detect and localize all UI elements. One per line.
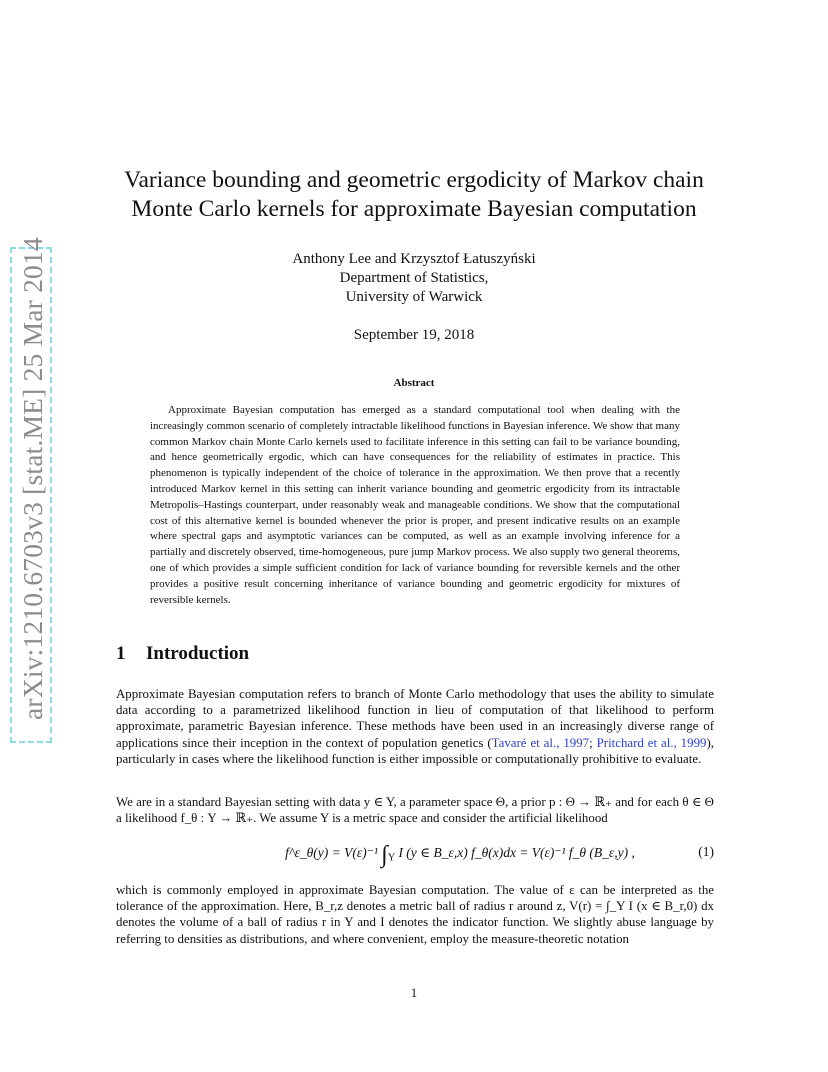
section-number: 1 (116, 643, 126, 664)
abstract-text: Approximate Bayesian computation has emerged as a standard computational tool when dealing with the increasingly common scenario of completely intractable likelihood functions in Bayesian inference. We show that many common Markov chain Monte Carlo kernels used to facilitate inference in this setting can fail to be variance bounding, and hence geometrically ergodic, which can have consequences for the reliability of estimates in practice. This phenomenon is typically independent of the choice of tolerance in the approximation. We then prove that a recently introduced Markov kernel in this setting can inherit variance bounding and geometric ergodicity from its intractable Metropolis–Hastings counterpart, under reasonably weak and manageable conditions. We show that the computational cost of this alternative kernel is bounded whenever the prior is proper, and present indicative results on an example where spectral gaps and asymptotic variances can be computed, as well as an example involving inference for a partially and discretely observed, time-homogeneous, pure jump Markov process. We also supply two general theorems, one of which provides a simple sufficient condition for lack of variance bounding for reversible kernels and the other provides a positive result concerning inheritance of variance bounding and geometric ergodicity for mixtures of reversible kernels. (150, 404, 680, 606)
intro-paragraph-2: We are in a standard Bayesian setting with data y ∈ Y, a parameter space Θ, a prior p : Θ → ℝ₊ and for each θ ∈ Θ a likelihood f_θ : Y → ℝ₊. We assume Y is a metric space and consider the artificial likelihood (116, 795, 714, 826)
abstract-heading: Abstract (393, 377, 435, 389)
integral-domain: Y (387, 852, 396, 864)
author-university: University of Warwick (345, 289, 483, 305)
author-names: Anthony Lee and Krzysztof Łatuszyński (292, 251, 536, 267)
citation-link[interactable]: Pritchard et al., 1999 (596, 735, 707, 750)
integral-symbol: ∫ (381, 842, 388, 868)
intro-text: ), particularly in cases where the likelihood function is either impossible or computationally prohibitive to evaluate. (116, 735, 714, 766)
paper-title (90, 166, 738, 224)
intro-paragraph-1 (116, 686, 714, 767)
author-department: Department of Statistics, (339, 270, 489, 286)
citation-separator: ; (589, 735, 597, 750)
equation-right: I (y ∈ B_ε,x) f_θ(x)dx = V(ε)⁻¹ f_θ (B_ε,y) , (398, 845, 635, 860)
equation-left: f^ε_θ(y) = V(ε)⁻¹ (285, 845, 378, 860)
title-line-2: Monte Carlo kernels for approximate Bayesian computation (131, 196, 697, 222)
citation-link[interactable]: Tavaré et al., 1997 (491, 735, 590, 750)
title-line-1: Variance bounding and geometric ergodicity of Markov chain (124, 167, 704, 193)
equation-number: (1) (698, 844, 714, 859)
equation-1 (116, 840, 714, 870)
section-title: Introduction (146, 643, 250, 664)
arxiv-identifier: arXiv:1210.6703v3 [stat.ME] 25 Mar 2014 (17, 237, 48, 720)
intro-text: Approximate Bayesian computation refers to branch of Monte Carlo methodology that uses the ability to simulate data according to a parametrized likelihood function in lieu of computation of that likelihood to perform approximate, parametric Bayesian inference. These methods have been used in an increasingly diverse range of applications since their inception in the context of population genetics ( (116, 687, 714, 750)
page-number: 1 (410, 985, 418, 1000)
section-heading (116, 643, 249, 665)
paper-date: September 19, 2018 (353, 327, 475, 343)
equation-body (246, 842, 674, 869)
intro-paragraph-3: which is commonly employed in approximate Bayesian computation. The value of ε can be interpreted as the tolerance of the approximation. Here, B_r,z denotes a metric ball of radius r around z, V(r) = ∫_Y I (x ∈ B_r,0) dx denotes the volume of a ball of radius r in Y and I denotes the indicator function. We slightly abuse language by referring to densities as distributions, and where convenient, employ the measure-theoretic notation (116, 883, 714, 946)
